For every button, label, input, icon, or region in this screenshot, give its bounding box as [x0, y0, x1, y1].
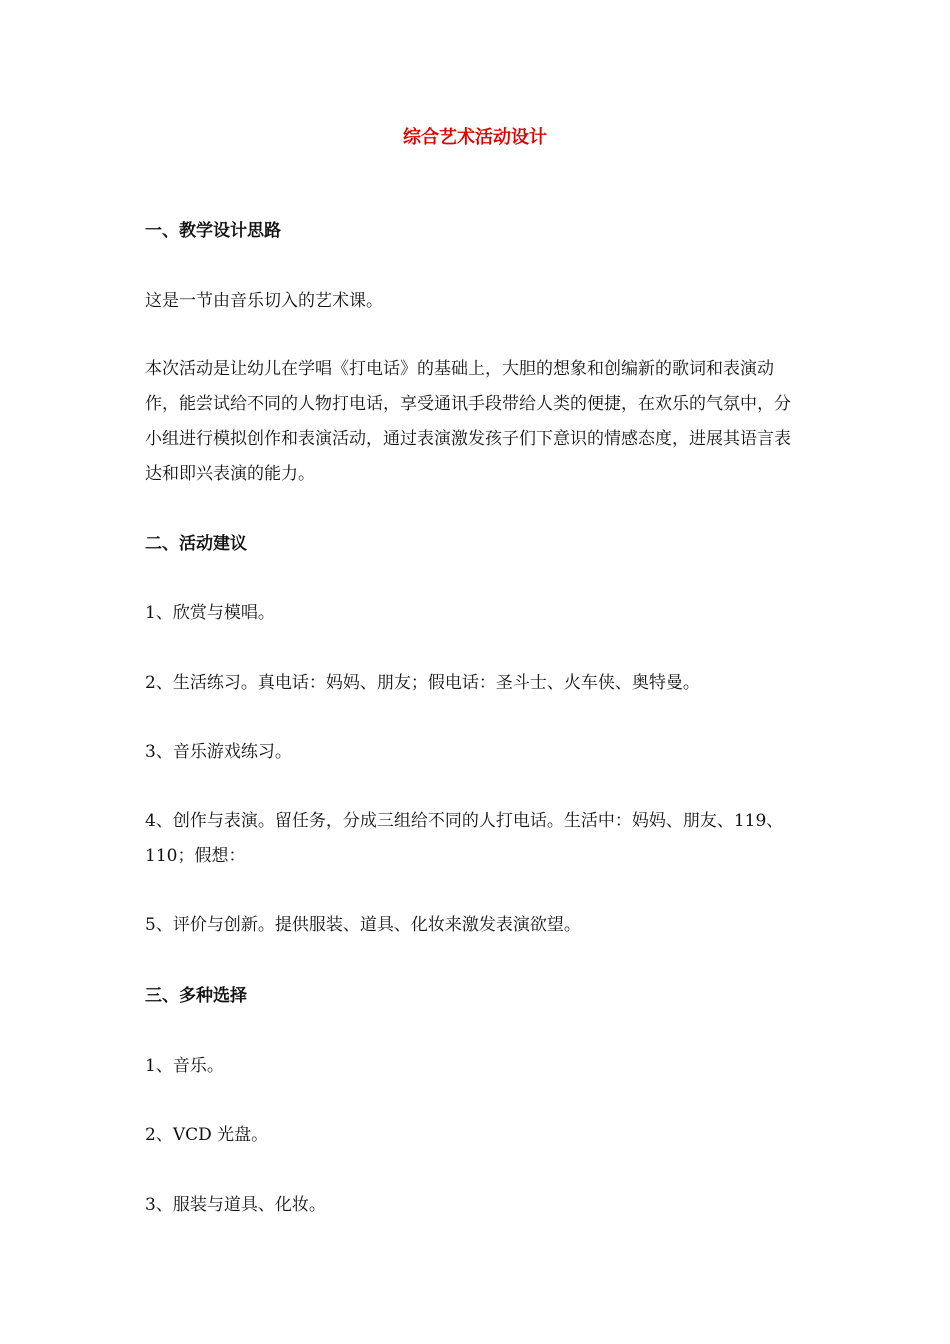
list-item: 2、生活练习。真电话：妈妈、朋友；假电话：圣斗士、火车侠、奥特曼。 [145, 673, 700, 693]
list-item: 5、评价与创新。提供服装、道具、化妆来激发表演欲望。 [145, 915, 581, 935]
document-title: 综合艺术活动设计 [403, 127, 547, 148]
list-item: 3、服装与道具、化妆。 [145, 1195, 326, 1215]
paragraph-intro: 这是一节由音乐切入的艺术课。 [145, 291, 383, 311]
section-heading-2: 二、活动建议 [145, 534, 247, 554]
list-item: 1、音乐。 [145, 1056, 224, 1076]
list-item: 1、欣赏与模唱。 [145, 603, 275, 623]
list-item: 3、音乐游戏练习。 [145, 742, 292, 762]
section-heading-1: 一、教学设计思路 [145, 221, 281, 241]
list-item: 2、VCD 光盘。 [145, 1125, 269, 1145]
paragraph-description: 本次活动是让幼儿在学唱《打电话》的基础上，大胆的想象和创编新的歌词和表演动作，能尝试给不同的人物打电话，享受通讯手段带给人类的便捷，在欢乐的气氛中，分小组进行模拟创作和表演活动，通过表演激发孩子们下意识的情感态度，进展其语言表达和即兴表演的能力。 [145, 359, 791, 484]
section-heading-3: 三、多种选择 [145, 986, 247, 1006]
list-item: 4、创作与表演。留任务，分成三组给不同的人打电话。生活中：妈妈、朋友、119、110；假想： [145, 811, 784, 866]
